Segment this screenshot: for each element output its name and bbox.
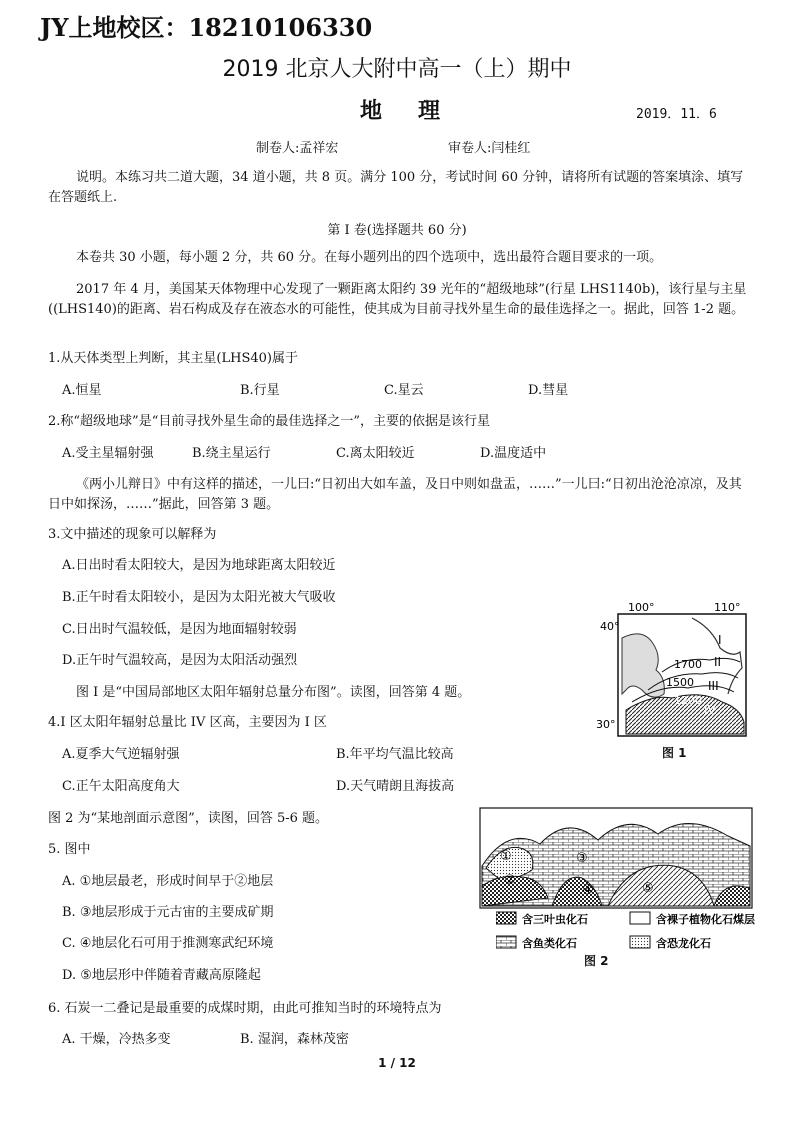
legend-swatch-gymnosperm xyxy=(630,912,650,924)
q2-option-a: A.受主星辐射强 xyxy=(62,446,154,461)
passage-1: 2017 年 4 月，美国某天体物理中心发现了一颗距离太阳约 39 光年的“超级地球”(行星 LHS1140b)，该行星与主星((LHS140)的距离、岩石构成及存在液态水的可能性，使其成为目前寻找外星生命的最佳选择之一。据此，回答 1-2 题。 xyxy=(48,282,747,317)
legend-trilobite: 含三叶虫化石 xyxy=(522,913,588,926)
q5-stem: 5. 图中 xyxy=(48,842,91,857)
q5-option-d: D. ⑤地层形中伴随着青藏高原隆起 xyxy=(62,968,261,983)
exam-date: 2019．11．6 xyxy=(636,107,717,122)
figure-2-legend xyxy=(496,910,758,956)
legend-swatch-trilobite xyxy=(496,912,516,924)
layer-3-label: ③ xyxy=(576,851,588,866)
q4-option-d: D.天气晴朗且海拔高 xyxy=(336,779,455,794)
q4-option-a: A.夏季大气逆辐射强 xyxy=(62,747,180,762)
subject-title: 地理 xyxy=(360,98,477,124)
isoline-1200-label: 1200 xyxy=(674,694,702,707)
q2-stem: 2.称“超级地球”是“目前寻找外星生命的最佳选择之一”，主要的依据是该行星 xyxy=(48,414,490,429)
q3-option-b: B.正午时看太阳较小，是因为太阳光被大气吸收 xyxy=(62,590,336,605)
passage-2: 《两小儿辩日》中有这样的描述，一儿曰:“日初出大如车盖，及日中则如盘盂，……”一儿曰:“日初出沧沧凉凉，及其日中如探汤，……”据此，回答第 3 题。 xyxy=(48,477,742,512)
header-contact: JY上地校区：18210106330 xyxy=(40,13,373,42)
q3-stem: 3.文中描述的现象可以解释为 xyxy=(48,527,217,542)
lat-top-label: 40° xyxy=(600,620,620,633)
figure-1 xyxy=(592,598,762,766)
instructions: 说明。本练习共二道大题，34 道小题，共 8 页。满分 100 分，考试时间 60 分钟，请将所有试题的答案填涂、填写在答题纸上. xyxy=(48,170,744,205)
q2-option-c: C.离太阳较近 xyxy=(336,446,415,461)
legend-dinosaur: 含恐龙化石 xyxy=(656,937,711,950)
reviewer-line: 审卷人:闫桂红 xyxy=(448,141,531,156)
lon-right-label: 110° xyxy=(714,601,741,614)
section-desc: 本卷共 30 小题，每小题 2 分，共 60 分。在每小题列出的四个选项中，选出最符合题目要求的一项。 xyxy=(76,250,663,265)
q6-option-b: B. 湿润，森林茂密 xyxy=(240,1032,349,1047)
q6-stem: 6. 石炭一二叠记是最重要的成煤时期，由此可推知当时的环境特点为 xyxy=(48,1001,442,1016)
q6-option-a: A. 干燥，冷热多变 xyxy=(62,1032,171,1047)
q2-option-d: D.温度适中 xyxy=(480,446,547,461)
q1-option-b: B.行星 xyxy=(240,383,280,398)
q2-option-b: B.绕主星运行 xyxy=(192,446,271,461)
figure-2-section xyxy=(478,806,756,912)
q5-option-a: A. ①地层最老，形成时间早于②地层 xyxy=(62,874,274,889)
layer-4-label: ④ xyxy=(582,883,594,898)
zone-iii-label: III xyxy=(708,679,719,693)
zone-i-label: I xyxy=(718,633,722,647)
legend-fish: 含鱼类化石 xyxy=(522,937,577,950)
legend-gymnosperm: 含裸子植物化石煤层 xyxy=(656,913,755,926)
isoline-1500-label: 1500 xyxy=(666,676,694,689)
fig1-intro: 图 I 是“中国局部地区太阳年辐射总量分布图”。读图，回答第 4 题。 xyxy=(76,685,471,700)
q4-option-c: C.正午太阳高度角大 xyxy=(62,779,180,794)
lat-bottom-label: 30° xyxy=(596,718,616,731)
q5-option-c: C. ④地层化石可用于推测寒武纪环境 xyxy=(62,936,274,951)
zone-iv-label: IV xyxy=(704,703,716,717)
zone-ii-label: II xyxy=(714,655,722,669)
q5-option-b: B. ③地层形成于元古宙的主要成矿期 xyxy=(62,905,274,920)
lon-left-label: 100° xyxy=(628,601,655,614)
q3-option-a: A.日出时看太阳较大，是因为地球距离太阳较近 xyxy=(62,558,336,573)
q4-stem: 4.I 区太阳年辐射总量比 IV 区高，主要因为 I 区 xyxy=(48,715,327,730)
q1-option-c: C.星云 xyxy=(384,383,424,398)
legend-swatch-fish xyxy=(496,936,516,948)
maker-line: 制卷人:孟祥宏 xyxy=(256,141,339,156)
layer-1-label: ① xyxy=(500,849,512,864)
layer-2-label: ② xyxy=(504,873,516,888)
page-number: 1 / 12 xyxy=(378,1056,416,1070)
q1-option-a: A.恒星 xyxy=(62,383,102,398)
q3-option-c: C.日出时气温较低，是因为地面辐射较弱 xyxy=(62,622,297,637)
legend-swatches xyxy=(496,910,758,956)
layer-5-label: ⑤ xyxy=(642,881,654,896)
q3-option-d: D.正午时气温较高，是因为太阳活动强烈 xyxy=(62,653,298,668)
figure-1-caption: 图 1 xyxy=(662,746,687,760)
figure-1-map xyxy=(592,598,762,766)
q1-option-d: D.彗星 xyxy=(528,383,569,398)
doc-title: 2019 北京人大附中高一（上）期中 xyxy=(222,57,572,82)
isoline-1700-label: 1700 xyxy=(674,658,702,671)
q4-option-b: B.年平均气温比较高 xyxy=(336,747,454,762)
legend-swatch-dinosaur xyxy=(630,936,650,948)
fig2-intro: 图 2 为“某地剖面示意图”，读图，回答 5-6 题。 xyxy=(48,811,329,826)
figure-2-caption: 图 2 xyxy=(584,954,609,968)
figure-2 xyxy=(478,806,756,966)
q1-stem: 1.从天体类型上判断，其主星(LHS40)属于 xyxy=(48,351,298,366)
section-title: 第 I 卷(选择题共 60 分) xyxy=(327,223,467,238)
